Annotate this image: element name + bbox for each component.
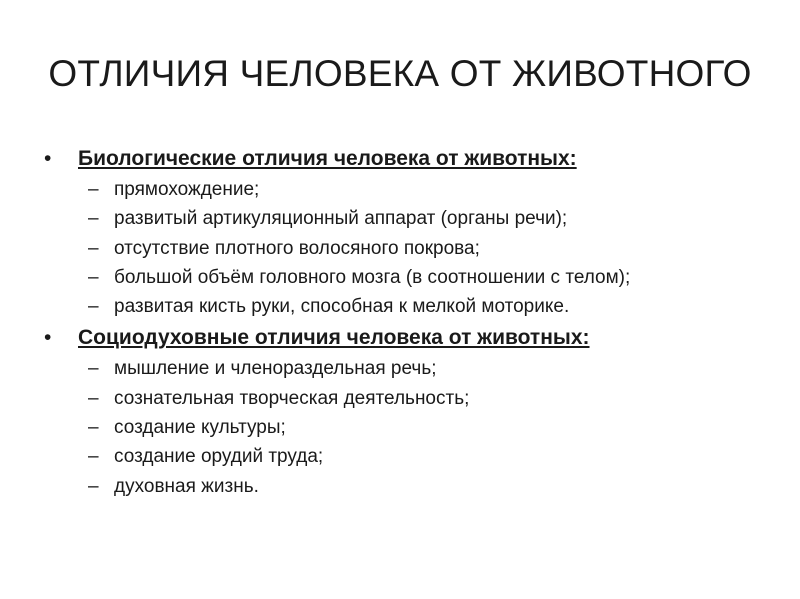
list-item [44,354,784,383]
list-item-text: развитая кисть руки, способная к мелкой моторике. [114,296,570,318]
list-item [44,204,784,233]
list-item-text: духовная жизнь. [114,475,259,497]
dash-icon: – [88,179,99,200]
list-item [44,175,784,204]
bullet-icon: • [44,326,52,350]
section-heading [44,322,784,354]
list-item [44,442,784,471]
list-item [44,472,784,501]
list-item [44,384,784,413]
list-item [44,413,784,442]
dash-icon: – [88,208,99,230]
list-item-text: создание орудий труда; [114,446,324,468]
bullet-icon: • [44,147,52,170]
list-item-text: отсутствие плотного волосяного покрова; [114,237,480,259]
dash-icon: – [88,266,99,288]
dash-icon: – [88,446,99,468]
slide-title: ОТЛИЧИЯ ЧЕЛОВЕКА ОТ ЖИВОТНОГО [48,53,752,94]
list-item [44,234,784,263]
list-item-text: мышление и членораздельная речь; [114,358,437,380]
section-heading-text: Социодуховные отличия человека от животных: [78,326,590,350]
list-item-text: прямохождение; [114,179,260,200]
list-item-text: развитый артикуляционный аппарат (органы речи); [114,208,568,230]
list-item-text: сознательная творческая деятельность; [114,387,470,409]
dash-icon: – [88,237,99,259]
item-list [44,354,784,500]
dash-icon: – [88,296,99,318]
list-item-text: большой объём головного мозга (в соотношении с телом); [114,266,631,288]
section-heading-text: Биологические отличия человека от животных: [78,147,577,170]
section-heading [44,143,784,175]
slide-content [44,143,784,501]
list-item [44,292,784,321]
section-sociospiritual [44,322,784,500]
item-list [44,175,784,321]
section-biological [44,143,784,321]
dash-icon: – [88,358,99,380]
list-item-text: создание культуры; [114,417,286,439]
dash-icon: – [88,417,99,439]
dash-icon: – [88,475,99,497]
list-item [44,263,784,292]
dash-icon: – [88,387,99,409]
